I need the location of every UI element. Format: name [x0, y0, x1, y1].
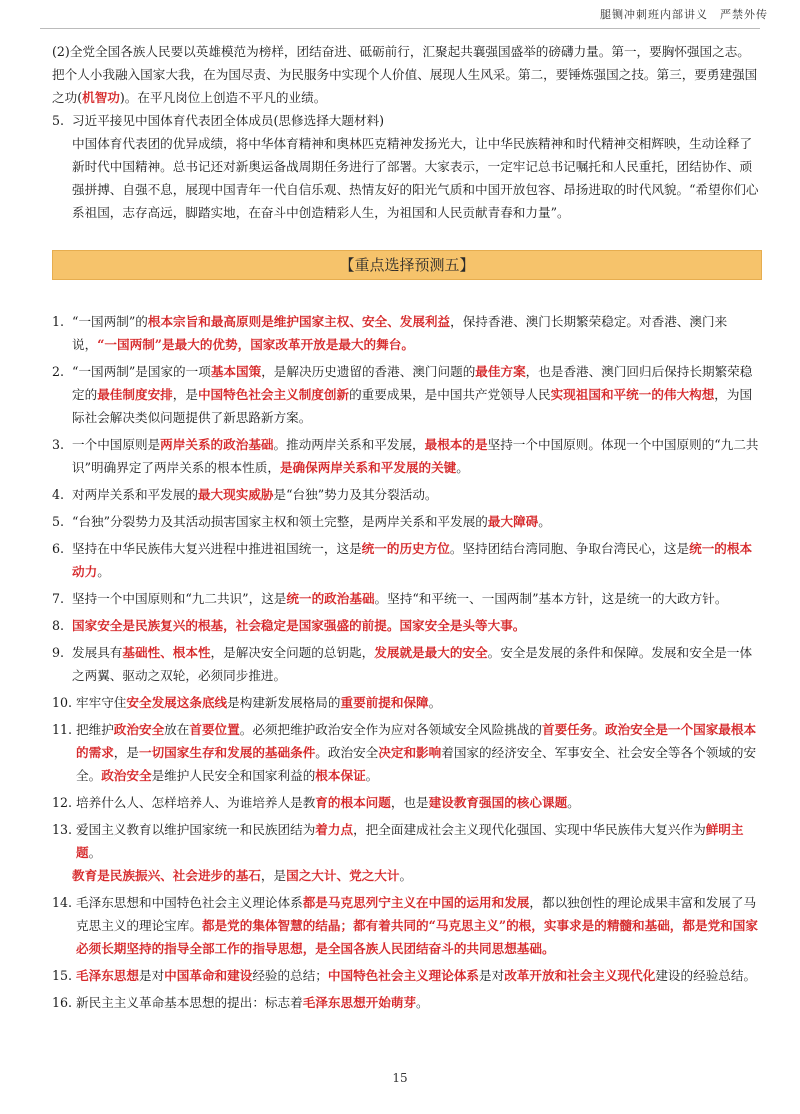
highlight-text: 机智功	[82, 90, 120, 105]
item-text	[72, 537, 762, 583]
body-text: 培养什么人、怎样培养人、为谁培养人是教	[76, 795, 316, 810]
highlight-text: 教育是民族振兴、社会进步的基石	[72, 868, 261, 883]
list-item	[52, 587, 762, 610]
list-item	[52, 510, 762, 533]
highlight-text: 首要位置	[189, 722, 240, 737]
item-text	[72, 483, 762, 506]
item-number: 14.	[52, 895, 73, 910]
item-number: 3.	[52, 437, 65, 452]
body-text: ，是解决安全问题的总钥匙，	[210, 645, 375, 660]
list-item	[52, 718, 762, 787]
body-text: 经验的总结；	[252, 968, 328, 983]
item-number: 13.	[52, 822, 73, 837]
item-text	[72, 510, 762, 533]
body-text: 发展具有	[72, 645, 123, 660]
item-number: 4.	[52, 487, 65, 502]
body-text: “一国两制”是国家的一项	[72, 364, 211, 379]
list-item	[52, 310, 762, 356]
highlight-text: 统一的根本动力	[72, 541, 753, 579]
document-content	[52, 40, 762, 1014]
item-text	[72, 360, 762, 429]
highlight-text: 中国特色社会主义制度创新	[197, 387, 350, 402]
body-text: 毛泽东思想和中国特色社会主义理论体系	[76, 895, 303, 910]
highlight-text: 根本宗旨和最高原则是维护国家主权、安全、发展利益	[147, 314, 451, 329]
highlight-text: 发展就是最大的安全	[374, 645, 488, 660]
body-text: ，保持香港、澳门长期繁荣稳定。对香港、澳门来说，	[72, 314, 728, 352]
intro-paragraph	[52, 40, 762, 109]
highlight-text: 着力点	[315, 822, 354, 837]
body-text: 。	[88, 845, 102, 860]
item-number: 7.	[52, 591, 65, 606]
highlight-text: “一国两制”是最大的优势，国家改革开放是最大的舞台。	[97, 337, 414, 352]
item-title: 习近平接见中国体育代表团全体成员(思修选择大题材料)	[72, 113, 385, 128]
highlight-text: 都是党的集体智慧的结晶；都有着共同的“马克思主义”的根，实事求是的精髓和基础，都是党和国家必须长期坚持的指导全部工作的指导思想，是全国各族人民团结奋斗的共同思想基础。	[76, 918, 758, 956]
body-text: ，为国际社会解决类似问题提供了新思路新方案。	[72, 387, 753, 425]
body-text: 。	[416, 995, 429, 1010]
item-number: 10.	[52, 695, 73, 710]
highlight-text: 统一的历史方位	[361, 541, 450, 556]
body-text: 。	[567, 795, 580, 810]
item-text	[76, 891, 762, 960]
highlight-text: 决定和影响	[378, 745, 442, 760]
page-header: 腿铡冲刺班内部讲义 严禁外传	[600, 8, 768, 21]
body-text: (2)全党全国各族人民要以英雄模范为榜样，团结奋进、砥砺前行，汇聚起共襄强国盛举的磅礴力量。第一，要胸怀强国之志。把个人小我融入国家大我，在为国尽责、为民服务中实现个人价值、展现人生风采。第二，要锤炼强国之技。第三，要勇建强国之功(	[52, 44, 758, 105]
item-number: 12.	[52, 795, 73, 810]
item-text	[72, 614, 762, 637]
body-text: ，是	[260, 868, 287, 883]
page-number: 15	[392, 1071, 408, 1085]
highlight-text: 改革开放和社会主义现代化	[504, 968, 656, 983]
body-text: “台独”分裂势力及其活动损害国家主权和领土完整，是两岸关系和平发展的	[72, 514, 488, 529]
body-text: 坚持一个中国原则。体现一个中国原则的“九二共识”明确界定了两岸关系的根本性质，	[72, 437, 759, 475]
highlight-text: 根本保证	[315, 768, 366, 783]
list-item	[52, 891, 762, 960]
highlight-text: 一切国家生存和发展的基础条件	[138, 745, 316, 760]
body-text: 牢牢守住	[76, 695, 127, 710]
body-text: 。必须把维护政治安全作为应对各领域安全风险挑战的	[239, 722, 542, 737]
body-text: ，也是	[390, 795, 429, 810]
highlight-text: 是确保两岸关系和平发展的关键	[279, 460, 457, 475]
body-text: “一国两制”的	[72, 314, 148, 329]
body-text: 着国家的经济安全、军事安全、社会安全等各个领域的安全。	[76, 745, 757, 783]
body-text: 是维护人民安全和国家利益的	[151, 768, 316, 783]
highlight-text: 毛泽东思想	[76, 968, 139, 983]
body-text: 坚持一个中国原则和“九二共识”，这是	[72, 591, 287, 606]
body-text: 放在	[164, 722, 190, 737]
highlight-text: 基础性、根本性	[122, 645, 211, 660]
item-body: 中国体育代表团的优异成绩，将中华体育精神和奥林匹克精神发扬光大，让中华民族精神和时代精神交相辉映，生动诠释了新时代中国精神。总书记还对新奥运备战周期任务进行了部署。大家表示，一定牢记总书记嘱托和人民重托，团结协作、顽强拼搏、自强不息，展现中国青年一代自信乐观、热情友好的阳光气质和中国开放包容、昂扬进取的时代风貌。“希望你们心系祖国，志存高远，脚踏实地，在奋斗中创造精彩人生，为祖国和人民贡献青春和力量”。	[72, 136, 759, 220]
body-text: 是对	[479, 968, 505, 983]
highlight-text: 最大现实威胁	[197, 487, 274, 502]
item-text	[72, 864, 762, 887]
highlight-text: 首要任务	[541, 722, 593, 737]
highlight-text: 最大障碍	[487, 514, 539, 529]
item-text	[76, 818, 762, 864]
highlight-text: 统一的政治基础	[286, 591, 375, 606]
list-item	[52, 964, 762, 987]
highlight-text: 育的根本问题	[315, 795, 391, 810]
list-item	[52, 691, 762, 714]
item-text	[72, 587, 762, 610]
item-text	[76, 791, 762, 814]
body-text: 爱国主义教育以维护国家统一和民族团结为	[76, 822, 316, 837]
prediction-list	[52, 310, 762, 1014]
highlight-text: 基本国策	[210, 364, 262, 379]
highlight-text: 建设教育强国的核心课题	[428, 795, 568, 810]
highlight-text: 最根本的是	[424, 437, 488, 452]
item-5	[52, 109, 762, 224]
body-text: 。	[456, 460, 469, 475]
list-item	[52, 483, 762, 506]
item-text	[76, 991, 762, 1014]
item-number: 11.	[52, 722, 73, 737]
body-text: 坚持在中华民族伟大复兴进程中推进祖国统一，这是	[72, 541, 362, 556]
body-text: 一个中国原则是	[72, 437, 161, 452]
item-number: 15.	[52, 968, 73, 983]
list-item	[52, 818, 762, 864]
body-text: ，都以独创性的理论成果丰富和发展了马克思主义的理论宝库。	[76, 895, 757, 933]
body-text: 是构建新发展格局的	[227, 695, 341, 710]
list-item	[52, 991, 762, 1014]
item-number: 2.	[52, 364, 65, 379]
body-text: 是“台独”势力及其分裂活动。	[273, 487, 438, 502]
item-number: 5.	[52, 113, 65, 128]
item-text	[76, 691, 762, 714]
body-text: 。	[97, 564, 110, 579]
list-item	[52, 433, 762, 479]
body-text: ，把全面建成社会主义现代化强国、实现中华民族伟大复兴作为	[353, 822, 706, 837]
list-item	[52, 360, 762, 429]
item-number: 9.	[52, 645, 65, 660]
body-text: )。在平凡岗位上创造不平凡的业绩。	[119, 90, 327, 105]
body-text: 。	[399, 868, 413, 883]
highlight-text: 政治安全	[113, 722, 165, 737]
highlight-text: 国家安全是民族复兴的根基，社会稳定是国家强盛的前提。国家安全是头等大事。	[72, 618, 526, 633]
item-number: 1.	[52, 314, 65, 329]
body-text: 的重要成果，是中国共产党领导人民	[349, 387, 551, 402]
item-text	[72, 433, 762, 479]
highlight-text: 重要前提和保障	[340, 695, 429, 710]
list-item	[52, 791, 762, 814]
body-text: 建设的经验总结。	[655, 968, 757, 983]
list-item	[52, 641, 762, 687]
item-number: 16.	[52, 995, 73, 1010]
item-text	[72, 310, 762, 356]
item-number: 6.	[52, 541, 65, 556]
highlight-text: 都是马克思列宁主义在中国的运用和发展	[302, 895, 530, 910]
item-text	[72, 641, 762, 687]
body-text: 。坚持团结台湾同胞、争取台湾民心，这是	[449, 541, 690, 556]
highlight-text: 中国特色社会主义理论体系	[327, 968, 479, 983]
highlight-text: 最佳制度安排	[97, 387, 173, 402]
item-number: 5.	[52, 514, 65, 529]
highlight-text: 鲜明主题	[76, 822, 744, 860]
body-text: 。坚持“和平统一、一国两制”基本方针，这是统一的大政方针。	[374, 591, 728, 606]
list-item	[52, 614, 762, 637]
item-number: 8.	[52, 618, 65, 633]
list-item	[52, 537, 762, 583]
highlight-text: 中国革命和建设	[164, 968, 253, 983]
body-text: 。政治安全	[315, 745, 379, 760]
body-text: ，是解决历史遗留的香港、澳门问题的	[261, 364, 476, 379]
highlight-text: 两岸关系的政治基础	[160, 437, 274, 452]
body-text: 是对	[138, 968, 165, 983]
item-text	[76, 964, 762, 987]
section-title-banner: 【重点选择预测五】	[52, 250, 762, 280]
body-text: 。	[428, 695, 442, 710]
body-text: 。	[365, 768, 379, 783]
body-text: ，是	[113, 745, 139, 760]
body-text: ，也是香港、澳门回归后保持长期繁荣稳定的	[72, 364, 753, 402]
highlight-text: 政治安全	[101, 768, 152, 783]
body-text: 。	[592, 722, 605, 737]
body-text: ，是	[172, 387, 198, 402]
body-text: 。推动两岸关系和平发展，	[273, 437, 425, 452]
highlight-text: 实现祖国和平统一的伟大构想	[550, 387, 715, 402]
item-text	[76, 718, 762, 787]
body-text: 对两岸关系和平发展的	[72, 487, 198, 502]
highlight-text: 最佳方案	[475, 364, 526, 379]
header-divider	[40, 28, 760, 29]
list-item	[52, 864, 762, 887]
body-text: 。安全是发展的条件和保障。发展和安全是一体之两翼、驱动之双轮，必须同步推进。	[72, 645, 753, 683]
body-text: 新民主主义革命基本思想的提出：标志着	[76, 995, 303, 1010]
body-text: 把维护	[76, 722, 114, 737]
body-text: 。	[538, 514, 551, 529]
highlight-text: 国之大计、党之大计	[286, 868, 400, 883]
highlight-text: 政治安全是一个国家最根本的需求	[76, 722, 757, 760]
highlight-text: 安全发展这条底线	[126, 695, 228, 710]
highlight-text: 毛泽东思想开始萌芽	[302, 995, 417, 1010]
